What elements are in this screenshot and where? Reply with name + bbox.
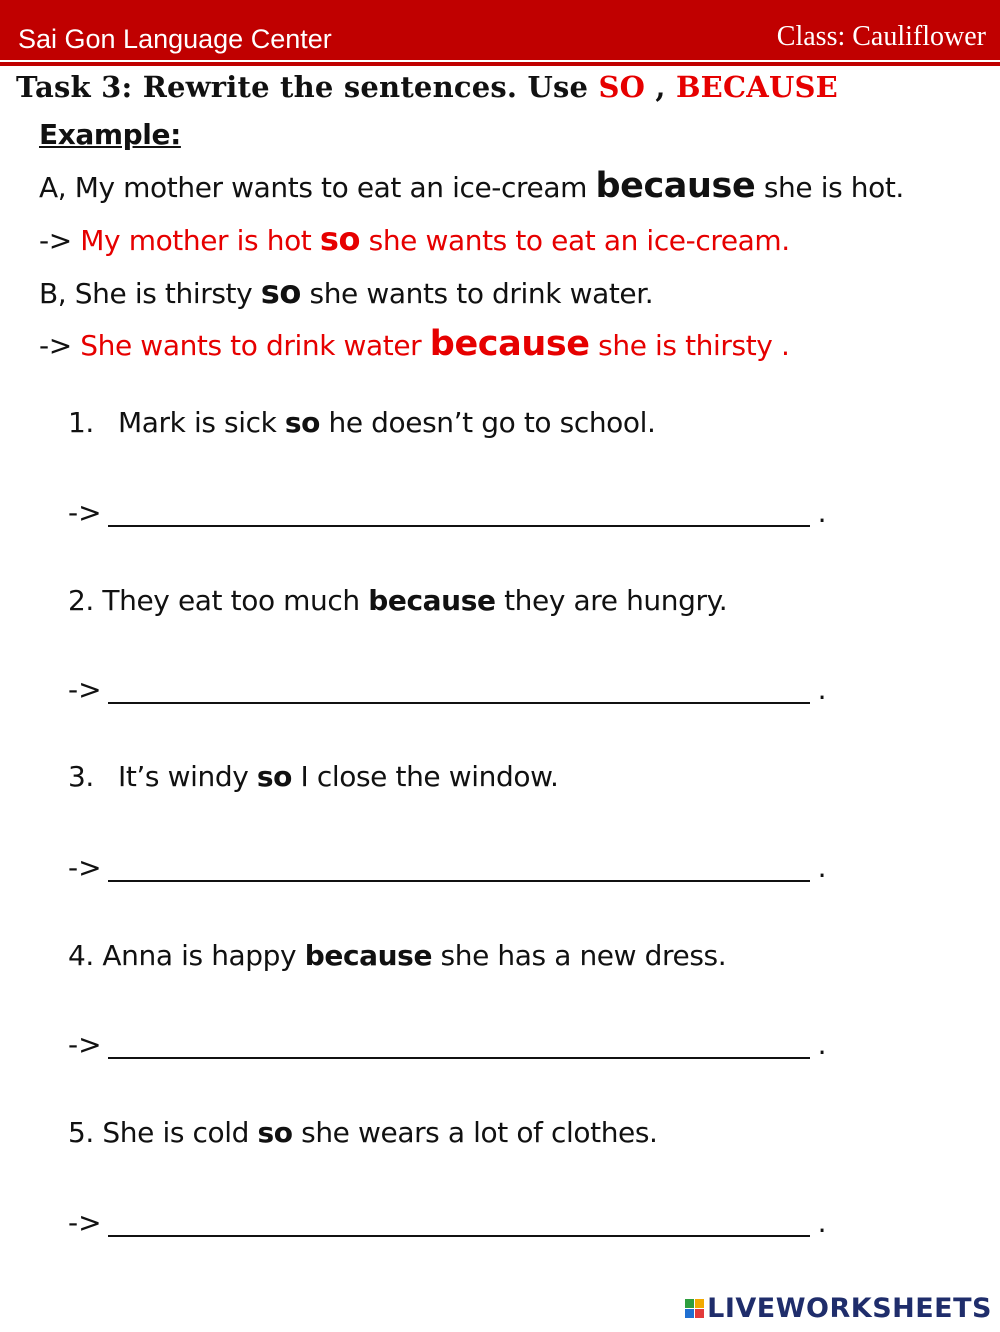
answer-end: . [817, 1028, 827, 1061]
task-title [16, 70, 838, 104]
task-word-so: SO [598, 70, 646, 104]
answer-end: . [817, 673, 827, 706]
question-pre: Anna is happy [93, 939, 305, 972]
question-pre: Mark is sick [118, 406, 285, 439]
question-number: 5. [68, 1116, 94, 1149]
example-b-answer [39, 324, 789, 364]
question-key: because [368, 584, 496, 617]
question-key: so [284, 406, 320, 439]
logo-square [685, 1299, 694, 1308]
answer-blank-1[interactable] [108, 525, 810, 527]
example-b-arrow: -> [39, 329, 81, 362]
example-a-pre: A, My mother wants to eat an ice-cream [39, 171, 596, 204]
task-prefix: Task 3: Rewrite the sentences. Use [16, 70, 599, 104]
example-a-post: she is hot. [755, 171, 904, 204]
answer-line-5 [68, 1206, 826, 1239]
answer-line-4 [68, 1028, 826, 1061]
liveworksheets-logo [685, 1293, 992, 1324]
question-key: so [256, 760, 293, 793]
example-a-answer-pre: My mother is hot [80, 224, 320, 257]
question-1 [68, 406, 656, 439]
example-a-answer-key: so [319, 220, 361, 258]
answer-line-3 [68, 851, 826, 884]
question-number: 4. [68, 939, 94, 972]
question-pre: They eat too much [93, 584, 369, 617]
example-b-key: so [260, 273, 302, 311]
question-number: 3. [68, 760, 94, 793]
example-b [39, 273, 653, 311]
answer-line-1 [68, 496, 826, 529]
example-title: Example: [39, 118, 181, 151]
answer-line-2 [68, 673, 826, 706]
header-divider [0, 62, 1000, 66]
logo-text: LIVEWORKSHEETS [707, 1293, 992, 1324]
example-b-answer-key: because [429, 324, 590, 364]
class-label: Class: Cauliflower [776, 21, 986, 52]
example-a-answer-post: she wants to eat an ice-cream. [360, 224, 790, 257]
logo-square [695, 1309, 704, 1318]
question-pre: She is cold [93, 1116, 258, 1149]
question-post: I close the window. [292, 760, 559, 793]
question-key: because [304, 939, 433, 972]
answer-end: . [817, 851, 827, 884]
header-bar [0, 0, 1000, 60]
answer-blank-3[interactable] [108, 880, 810, 882]
question-3 [68, 760, 559, 793]
question-number: 2. [68, 584, 94, 617]
example-b-answer-post: she is thirsty . [589, 329, 790, 362]
task-separator: , [645, 70, 676, 104]
question-4 [68, 939, 726, 972]
example-a-answer [39, 220, 790, 258]
example-a-key: because [595, 166, 756, 206]
question-pre: It’s windy [118, 760, 257, 793]
answer-blank-4[interactable] [108, 1057, 810, 1059]
answer-end: . [817, 496, 827, 529]
answer-blank-2[interactable] [108, 702, 810, 704]
liveworksheets-logo-icon [685, 1299, 704, 1318]
answer-arrow: -> [68, 673, 102, 706]
example-b-pre: B, She is thirsty [39, 277, 261, 310]
answer-blank-5[interactable] [108, 1235, 810, 1237]
center-name: Sai Gon Language Center [18, 24, 332, 54]
question-post: she wears a lot of clothes. [292, 1116, 658, 1149]
question-post: he doesn’t go to school. [320, 406, 656, 439]
logo-square [695, 1299, 704, 1308]
question-post: she has a new dress. [432, 939, 727, 972]
question-key: so [257, 1116, 293, 1149]
question-2 [68, 584, 727, 617]
answer-end: . [817, 1206, 827, 1239]
answer-arrow: -> [68, 1206, 102, 1239]
answer-arrow: -> [68, 1028, 102, 1061]
example-b-answer-pre: She wants to drink water [80, 329, 430, 362]
answer-arrow: -> [68, 851, 102, 884]
logo-square [685, 1309, 694, 1318]
example-a-arrow: -> [39, 224, 81, 257]
task-word-because: BECAUSE [675, 70, 838, 104]
question-post: they are hungry. [495, 584, 728, 617]
example-b-post: she wants to drink water. [301, 277, 654, 310]
question-5 [68, 1116, 658, 1149]
example-a [39, 166, 904, 206]
answer-arrow: -> [68, 496, 102, 529]
question-number: 1. [68, 406, 94, 439]
